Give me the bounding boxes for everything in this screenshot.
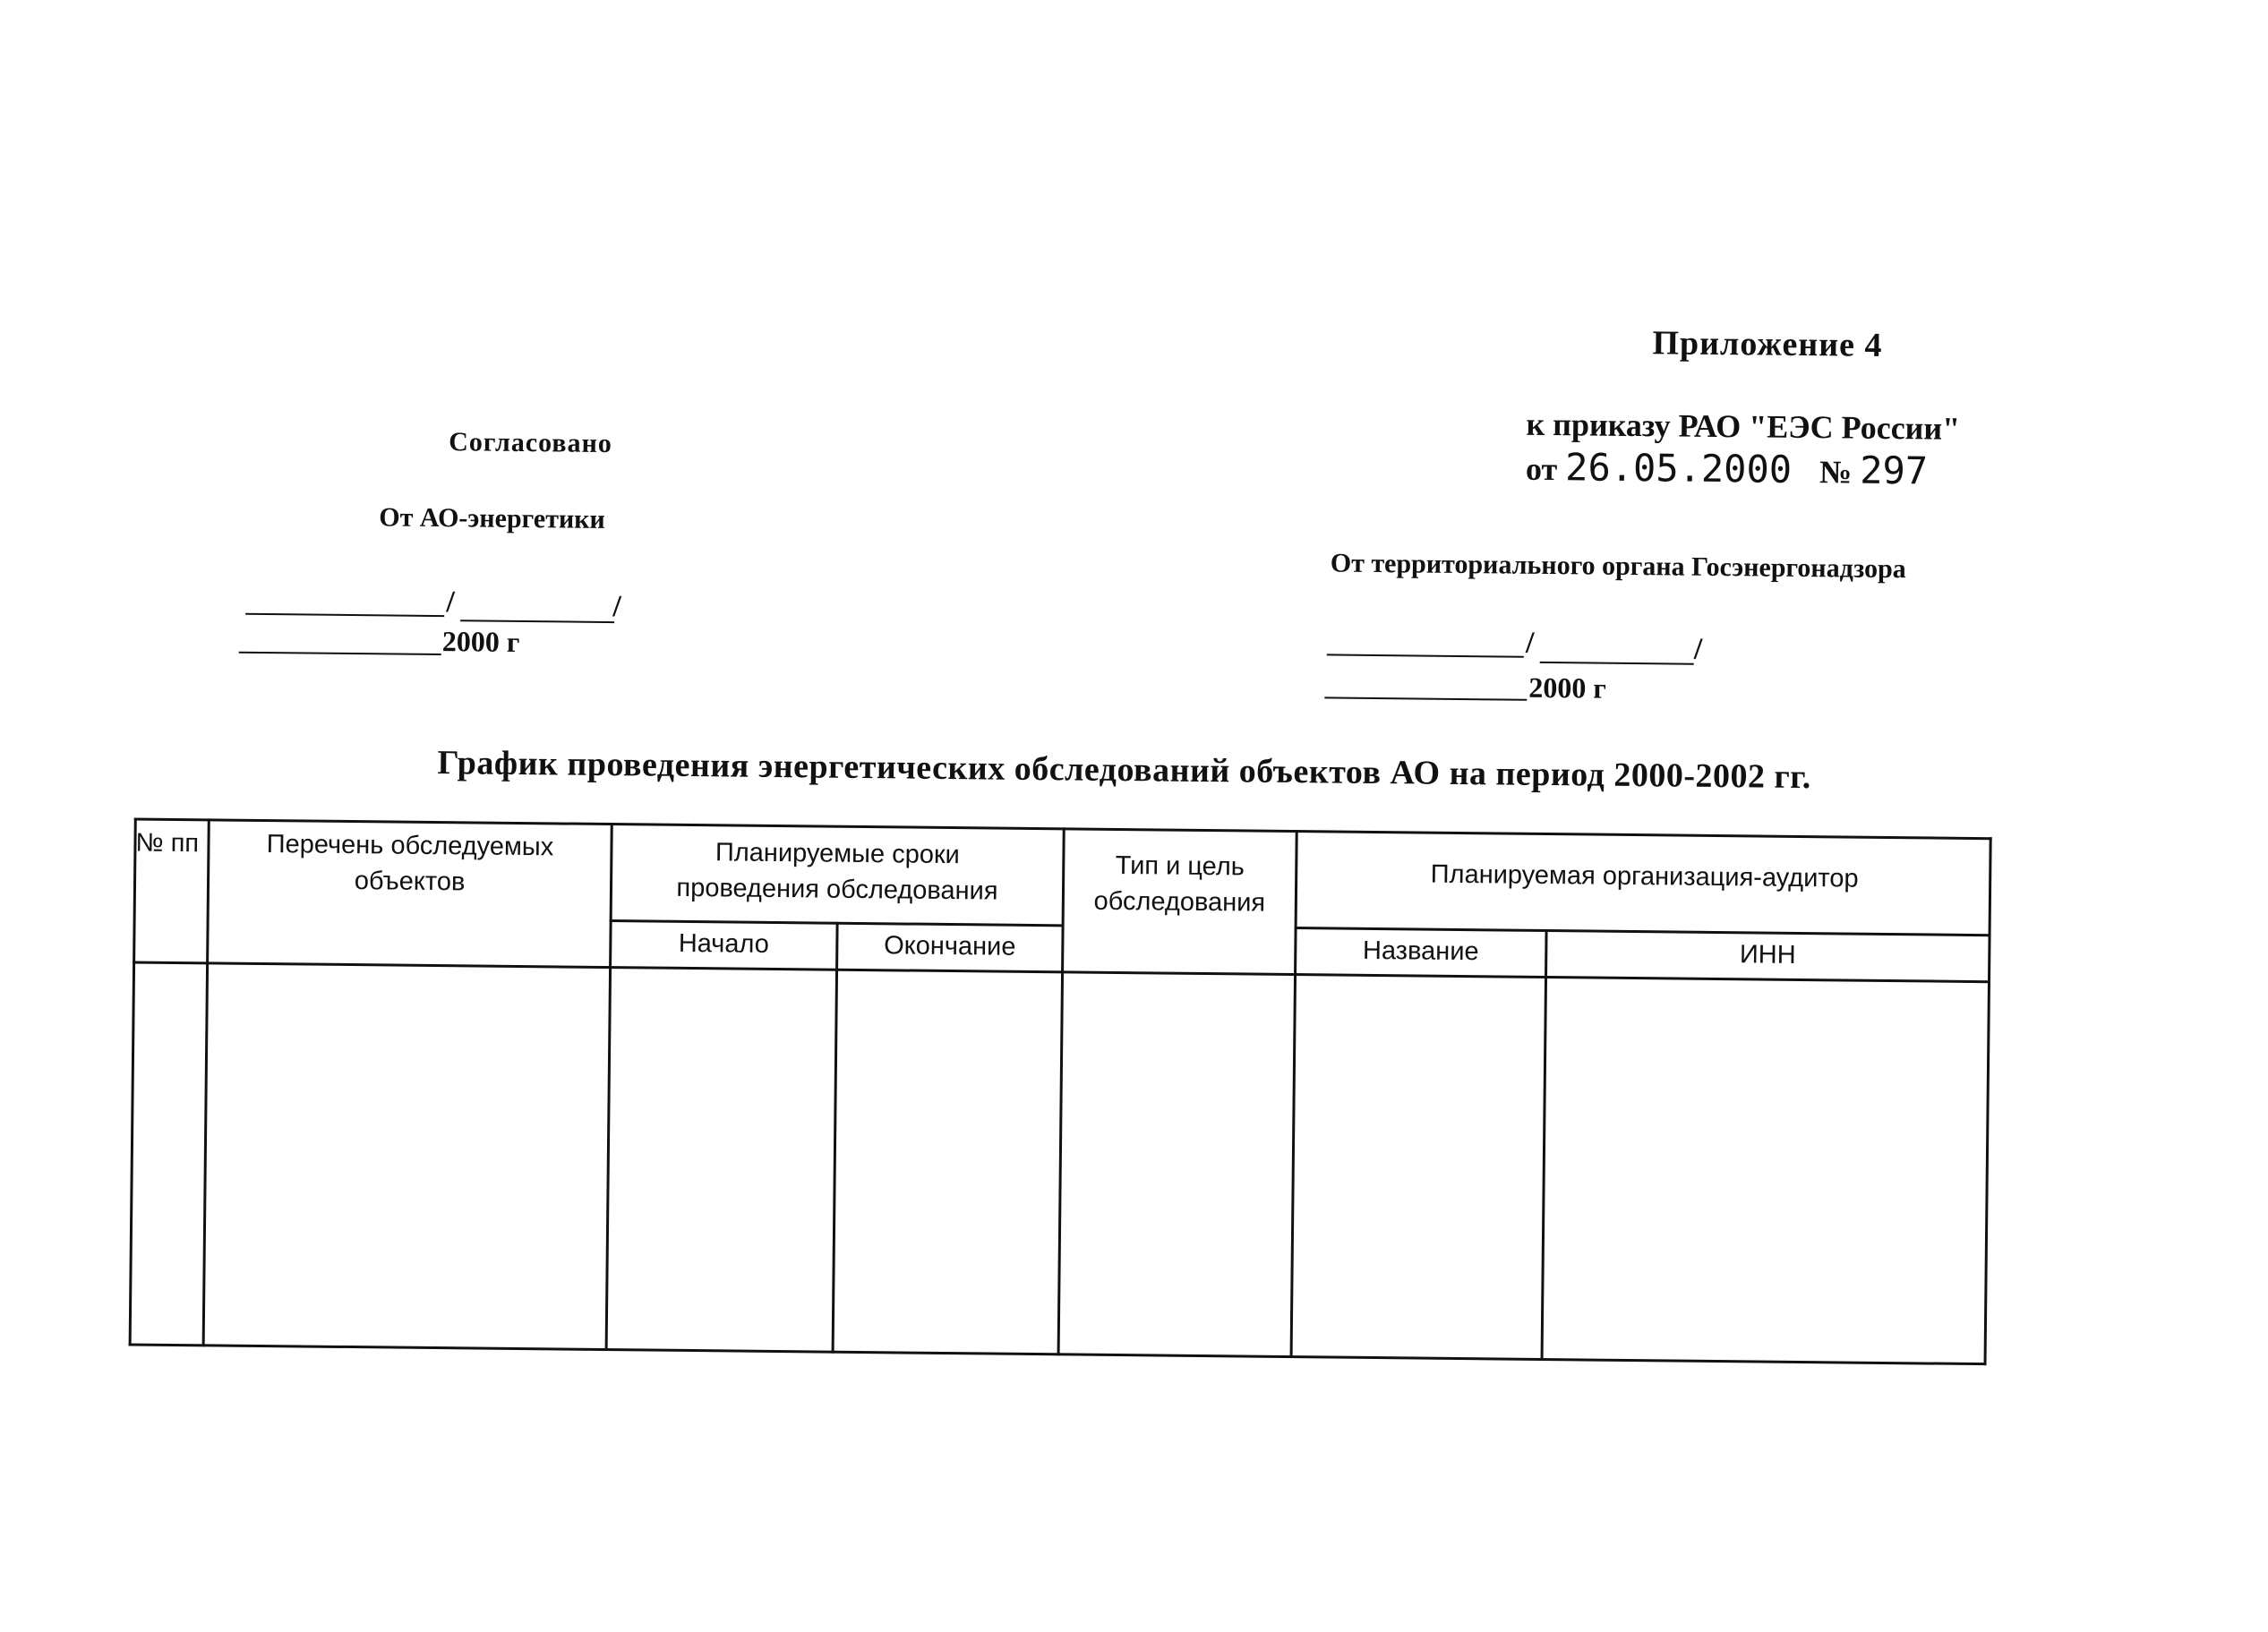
schedule-table — [129, 817, 1992, 1365]
header-start: Начало — [678, 928, 770, 959]
left-signature-line — [245, 613, 444, 617]
from-territorial-label: От территориального органа Госэнергонадзора — [1330, 548, 1906, 585]
header-number: № пп — [135, 828, 200, 859]
header-auditor-name: Название — [1362, 936, 1479, 967]
header-terms-line1: Планируемые сроки — [715, 838, 960, 870]
order-date-number — [1526, 445, 1929, 493]
header-type — [1065, 847, 1296, 921]
document-title: График проведения энергетических обследований объектов АО на период 2000-2002 гг. — [437, 744, 1811, 797]
right-name-line — [1540, 662, 1694, 665]
right-signature-line — [1327, 654, 1524, 657]
left-signature-slash-1: / — [446, 585, 455, 619]
right-date-line — [1324, 696, 1527, 700]
header-auditor-inn: ИНН — [1739, 940, 1796, 970]
header-end: Окончание — [884, 931, 1016, 961]
header-type-line2: обследования — [1093, 886, 1266, 918]
right-signature-slash-1: / — [1525, 626, 1535, 660]
header-objects-line1: Перечень обследуемых — [266, 830, 554, 862]
left-signature-slash-2: / — [612, 590, 621, 624]
appendix-title: Приложение 4 — [1652, 324, 1883, 364]
header-type-line1: Тип и цель — [1115, 850, 1245, 882]
left-year-label: 2000 г — [441, 625, 520, 658]
order-date-prefix: от — [1525, 450, 1558, 488]
header-objects-line2: объектов — [354, 867, 466, 897]
left-date-line — [239, 652, 441, 655]
agreed-label: Согласовано — [449, 427, 613, 459]
header-auditor: Планируемая организация-аудитор — [1430, 859, 1859, 893]
header-objects — [210, 825, 611, 901]
left-name-line — [460, 619, 614, 623]
table-body-empty — [129, 963, 1990, 1363]
right-signature-slash-2: / — [1693, 632, 1703, 666]
from-ao-label: От АО-энергетики — [379, 502, 605, 534]
order-reference: к приказу РАО "ЕЭС России" — [1526, 406, 1961, 447]
right-year-label: 2000 г — [1528, 671, 1607, 705]
order-number-sign: № — [1819, 454, 1853, 491]
order-number: 297 — [1859, 448, 1929, 493]
header-terms — [612, 833, 1063, 910]
header-terms-line2: проведения обследования — [676, 873, 998, 906]
order-date: 26.05.2000 — [1564, 445, 1793, 491]
